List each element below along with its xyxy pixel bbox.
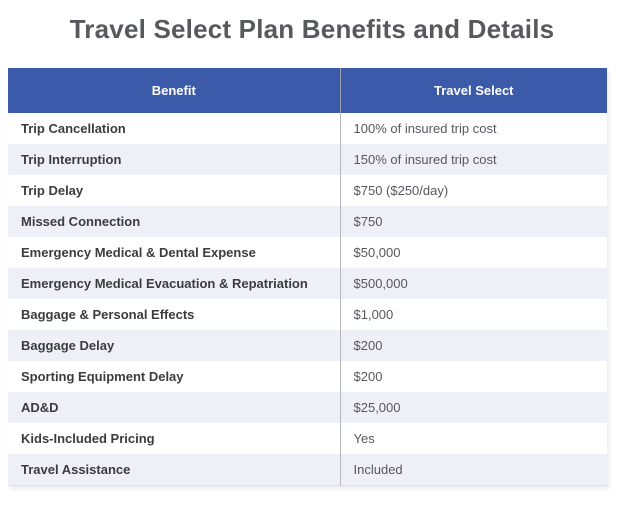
table-row: [8, 361, 607, 392]
table-row: [8, 423, 607, 454]
benefit-cell: Baggage & Personal Effects: [21, 307, 195, 322]
value-cell: $200: [340, 330, 607, 361]
benefit-cell: Emergency Medical & Dental Expense: [21, 245, 256, 260]
column-header-travel-select: Travel Select: [340, 68, 607, 113]
value-cell: 150% of insured trip cost: [340, 144, 607, 175]
value-cell: $750 ($250/day): [340, 175, 607, 206]
benefit-cell: AD&D: [21, 400, 59, 415]
column-header-benefit: Benefit: [8, 68, 340, 113]
value-cell: Included: [340, 454, 607, 486]
benefits-table-header: [8, 68, 607, 113]
benefit-cell: Kids-Included Pricing: [21, 431, 155, 446]
table-row: [8, 206, 607, 237]
benefit-cell: Emergency Medical Evacuation & Repatriation: [21, 276, 308, 291]
value-cell: 100% of insured trip cost: [340, 113, 607, 144]
table-row: [8, 454, 607, 486]
header-row: [8, 68, 607, 113]
page-title: Travel Select Plan Benefits and Details: [69, 14, 555, 44]
benefit-cell: Travel Assistance: [21, 462, 131, 477]
benefit-cell: Missed Connection: [21, 214, 141, 229]
benefits-table-body: [8, 113, 607, 486]
table-row: [8, 237, 607, 268]
table-row: [8, 144, 607, 175]
table-row: [8, 299, 607, 330]
value-cell: $50,000: [340, 237, 607, 268]
table-row: [8, 392, 607, 423]
value-cell: $500,000: [340, 268, 607, 299]
table-row: [8, 330, 607, 361]
benefit-cell: Sporting Equipment Delay: [21, 369, 184, 384]
table-row: [8, 175, 607, 206]
value-cell: $1,000: [340, 299, 607, 330]
table-row: [8, 113, 607, 144]
value-cell: $200: [340, 361, 607, 392]
table-row: [8, 268, 607, 299]
benefit-cell: Trip Interruption: [21, 152, 122, 167]
value-cell: $750: [340, 206, 607, 237]
value-cell: Yes: [340, 423, 607, 454]
value-cell: $25,000: [340, 392, 607, 423]
benefit-cell: Trip Delay: [21, 183, 84, 198]
benefit-cell: Trip Cancellation: [21, 121, 126, 136]
benefit-cell: Baggage Delay: [21, 338, 115, 353]
benefits-table: [8, 68, 607, 486]
